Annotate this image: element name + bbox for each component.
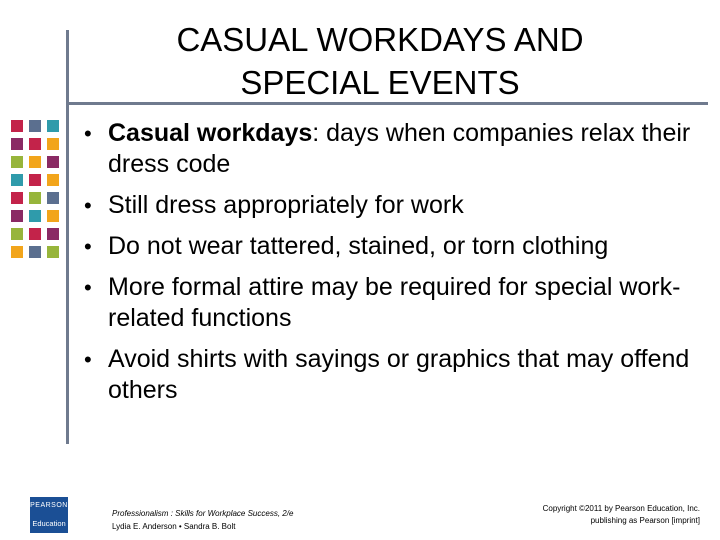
copyright-line-1: Copyright ©2011 by Pearson Education, Inc. <box>542 504 700 513</box>
bullet-icon: • <box>84 121 92 146</box>
color-square <box>29 192 41 204</box>
color-square <box>47 174 59 186</box>
color-square <box>47 156 59 168</box>
footer-copyright <box>500 503 700 527</box>
color-square <box>29 246 41 258</box>
color-square <box>11 120 23 132</box>
bullet-item <box>84 272 694 334</box>
bullet-item <box>84 344 694 406</box>
bullet-list <box>84 118 694 416</box>
bullet-item <box>84 118 694 180</box>
copyright-line-2: publishing as Pearson [imprint] <box>590 516 700 525</box>
color-square <box>11 210 23 222</box>
bullet-text: : days when companies relax their dress code <box>108 119 691 178</box>
color-square <box>29 120 41 132</box>
footer-book-info <box>112 507 293 533</box>
bullet-text: More formal attire may be required for special work-related functions <box>108 273 681 332</box>
bullet-icon: • <box>84 347 92 372</box>
title-line-2: SPECIAL EVENTS <box>240 64 520 101</box>
logo-top-text: PEARSON <box>30 502 68 509</box>
color-square <box>11 246 23 258</box>
slide-title <box>120 18 640 104</box>
bullet-text: Do not wear tattered, stained, or torn clothing <box>108 232 609 260</box>
bullet-icon: • <box>84 234 92 259</box>
color-square <box>11 138 23 150</box>
color-square <box>47 192 59 204</box>
footer-authors: Lydia E. Anderson • Sandra B. Bolt <box>112 522 236 531</box>
bullet-icon: • <box>84 193 92 218</box>
title-line-1: CASUAL WORKDAYS AND <box>176 21 584 58</box>
color-square <box>11 156 23 168</box>
bullet-icon: • <box>84 275 92 300</box>
color-square <box>29 174 41 186</box>
bullet-item <box>84 190 694 221</box>
decorative-color-squares <box>11 120 63 258</box>
logo-bottom-text: Education <box>32 519 66 528</box>
color-square <box>47 210 59 222</box>
color-square <box>11 192 23 204</box>
color-square <box>29 228 41 240</box>
pearson-logo <box>30 497 68 533</box>
bullet-text: Avoid shirts with sayings or graphics that may offend others <box>108 345 690 404</box>
bullet-bold-term: Casual workdays <box>108 119 313 147</box>
color-square <box>47 228 59 240</box>
color-square <box>29 156 41 168</box>
footer-book-title: Professionalism : Skills for Workplace Success, 2/e <box>112 509 294 518</box>
vertical-accent-line <box>66 30 69 444</box>
color-square <box>11 174 23 186</box>
color-square <box>47 120 59 132</box>
bullet-text: Still dress appropriately for work <box>108 191 464 219</box>
color-square <box>11 228 23 240</box>
bullet-item <box>84 231 694 262</box>
color-square <box>29 138 41 150</box>
color-square <box>29 210 41 222</box>
color-square <box>47 246 59 258</box>
color-square <box>47 138 59 150</box>
